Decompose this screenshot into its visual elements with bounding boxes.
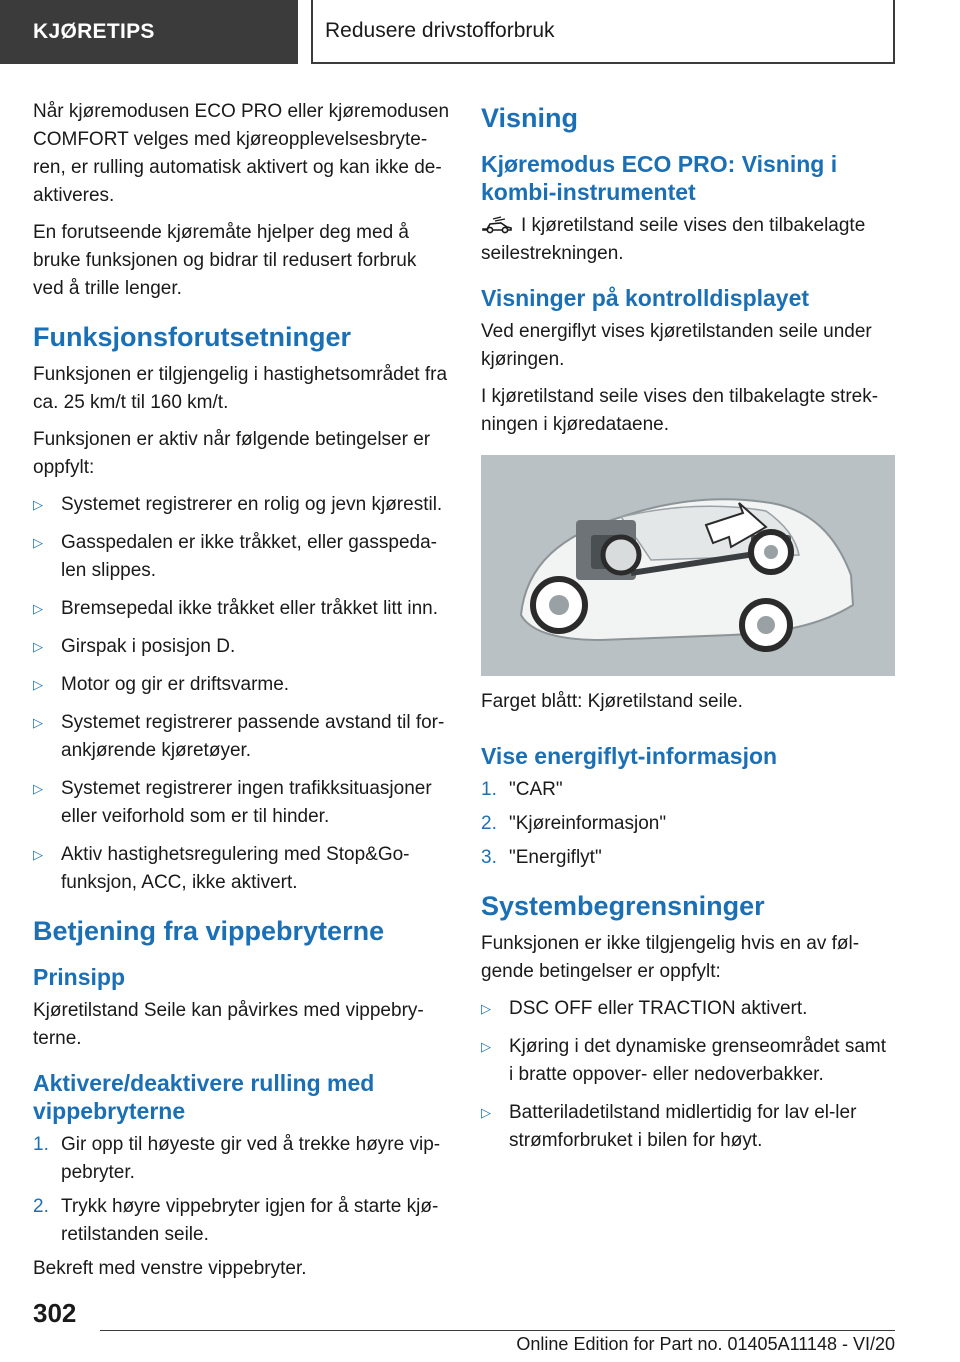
step-number: 1.	[481, 779, 497, 800]
bullet-triangle-icon: ▷	[481, 1105, 491, 1120]
bullet-triangle-icon: ▷	[33, 601, 43, 616]
intro-paragraph-2: En forutseende kjøremåte hjelper deg med å bruke funksjonen og bidrar til redusert forbruk ved å trille lenger.	[33, 222, 417, 299]
list-item: 2. "Kjøreinformasjon"	[481, 810, 895, 838]
list-item: ▷ Bremsepedal ikke tråkket eller tråkket litt inn.	[33, 595, 451, 623]
section-tab: KJØRETIPS	[0, 0, 298, 64]
list-item: 2. Trykk høyre vippebryter igjen for å starte kjøretilstanden seile.	[33, 1193, 451, 1249]
heading-control-display: Visninger på kontrolldisplayet	[481, 285, 810, 311]
control-paragraph-1: Ved energiflyt vises kjøretilstanden seile under kjøringen.	[481, 321, 872, 370]
bullet-triangle-icon: ▷	[33, 847, 43, 862]
list-item: ▷ Systemet registrerer ingen trafikksituasjoner eller veiforhold som er til hinder.	[33, 775, 451, 831]
prereq-paragraph-1: Funksjonen er tilgjengelig i hastighetsområdet fra ca. 25 km/t til 160 km/t.	[33, 364, 448, 413]
step-number: 2.	[33, 1196, 49, 1217]
coasting-car-icon	[481, 216, 513, 234]
list-item: ▷ Batteriladetilstand midlertidig for lav el-ler strømforbruket i bilen for høyt.	[481, 1099, 895, 1155]
conditions-list	[33, 491, 451, 897]
heading-system-limits: Systembegrensninger	[481, 891, 765, 921]
activate-steps	[33, 1131, 451, 1249]
heading-paddle-operation: Betjening fra vippebryterne	[33, 916, 385, 946]
heading-prerequisites: Funksjonsforutsetninger	[33, 322, 352, 352]
list-item: 1. "CAR"	[481, 776, 895, 804]
bullet-triangle-icon: ▷	[481, 1001, 491, 1016]
edition-note: Online Edition for Part no. 01405A11148 - VI/20	[516, 1334, 895, 1354]
list-item: ▷ Systemet registrerer en rolig og jevn kjørestil.	[33, 491, 451, 519]
bullet-triangle-icon: ▷	[33, 781, 43, 796]
list-item: ▷ DSC OFF eller TRACTION aktivert.	[481, 995, 895, 1023]
right-column	[481, 98, 895, 1165]
left-column	[33, 98, 451, 1292]
bullet-triangle-icon: ▷	[33, 639, 43, 654]
list-item: 1. Gir opp til høyeste gir ved å trekke høyre vippebryter.	[33, 1131, 451, 1187]
limits-list	[481, 995, 895, 1155]
list-item: 3. "Energiflyt"	[481, 844, 895, 872]
chapter-title: Redusere drivstofforbruk	[311, 0, 895, 64]
step-number: 2.	[481, 813, 497, 834]
list-item: ▷ Kjøring i det dynamiske grenseområdet samt i bratte oppover- eller nedoverbakker.	[481, 1033, 895, 1089]
step-number: 3.	[481, 847, 497, 868]
control-paragraph-2: I kjøretilstand seile vises den tilbakelagte strekningen i kjøredataene.	[481, 386, 879, 435]
list-item: ▷ Girspak i posisjon D.	[33, 633, 451, 661]
energy-steps	[481, 776, 895, 872]
heading-energy-flow: Vise energiflyt-informasjon	[481, 743, 778, 769]
heading-display: Visning	[481, 103, 579, 133]
heading-eco-pro-display: Kjøremodus ECO PRO: Visning i kombi-instrumentet	[481, 151, 838, 205]
bullet-triangle-icon: ▷	[33, 715, 43, 730]
limits-paragraph: Funksjonen er ikke tilgjengelig hvis en av følgende betingelser er oppfylt:	[481, 933, 860, 982]
page-number: 302	[33, 1298, 77, 1328]
confirm-paragraph: Bekreft med venstre vippebryter.	[33, 1258, 307, 1279]
bullet-triangle-icon: ▷	[33, 677, 43, 692]
bullet-triangle-icon: ▷	[481, 1039, 491, 1054]
list-item: ▷ Gasspedalen er ikke tråkket, eller gasspedalen slippes.	[33, 529, 451, 585]
list-item: ▷ Motor og gir er driftsvarme.	[33, 671, 451, 699]
car-drivetrain-illustration	[481, 455, 895, 676]
principle-paragraph: Kjøretilstand Seile kan påvirkes med vippebryterne.	[33, 1000, 424, 1049]
step-number: 1.	[33, 1134, 49, 1155]
page-header	[0, 0, 960, 66]
prereq-paragraph-2: Funksjonen er aktiv når følgende betingelser er oppfylt:	[33, 429, 431, 478]
intro-paragraph-1: Når kjøremodusen ECO PRO eller kjøremodusen COMFORT velges med kjøreopplevelsesbryteren, er rulling automatisk aktivert og kan ikke deaktiveres.	[33, 101, 450, 206]
bullet-triangle-icon: ▷	[33, 535, 43, 550]
bullet-triangle-icon: ▷	[33, 497, 43, 512]
list-item: ▷ Systemet registrerer passende avstand til forankjørende kjøretøyer.	[33, 709, 451, 765]
heading-activate-coasting: Aktivere/deaktivere rulling med vippebryterne	[33, 1070, 375, 1124]
list-item: ▷ Aktiv hastighetsregulering med Stop&Go-funksjon, ACC, ikke aktivert.	[33, 841, 451, 897]
eco-paragraph: I kjøretilstand seile vises den tilbakelagte seilestrekningen.	[481, 215, 866, 264]
heading-principle: Prinsipp	[33, 964, 126, 990]
car-drivetrain-figure	[481, 455, 895, 676]
figure-caption: Farget blått: Kjøretilstand seile.	[481, 691, 743, 712]
footer-divider	[100, 1330, 895, 1331]
